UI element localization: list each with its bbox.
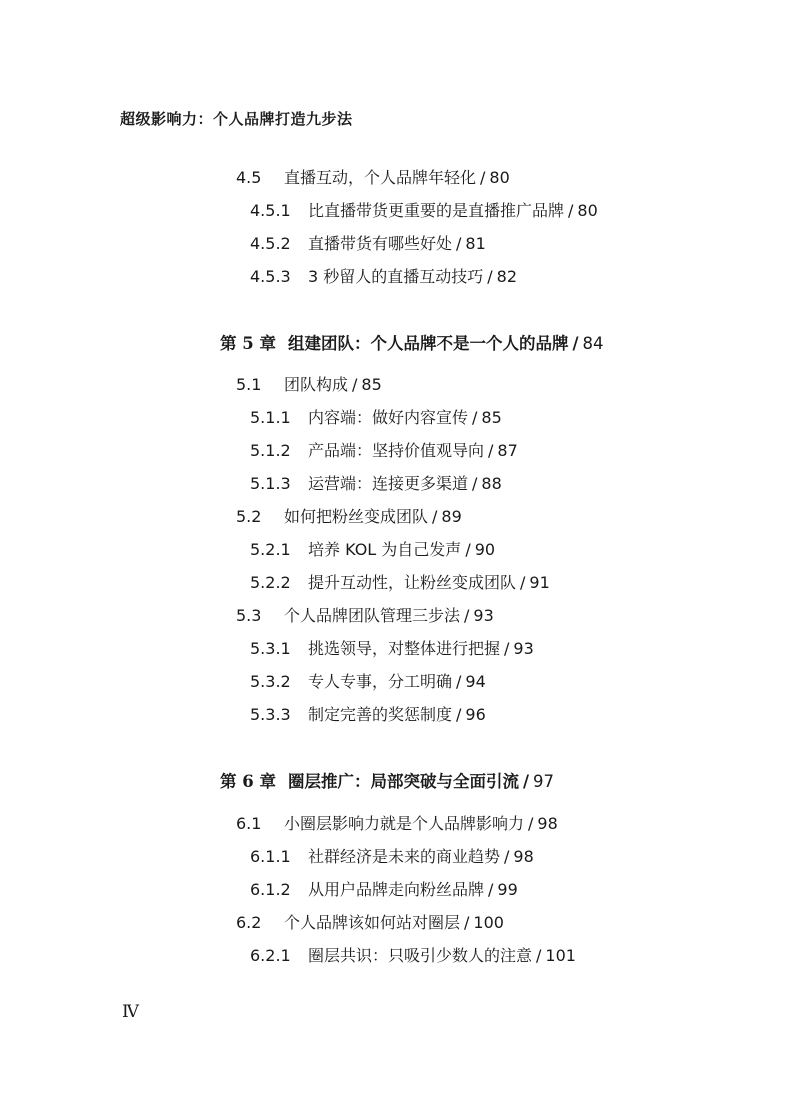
toc-entry-section: [236, 507, 462, 527]
toc-entry-subsection: [250, 639, 534, 659]
toc-entry-subsection: [250, 201, 598, 221]
toc-page-separator: /: [464, 913, 470, 932]
toc-entry-title: 直播带货有哪些好处: [308, 234, 453, 253]
toc-entry-page: 81: [465, 234, 486, 253]
toc-entry-number: 6.1.1: [250, 847, 291, 866]
toc-entry-number: 5.3.1: [250, 639, 291, 658]
toc-entry-subsection: [250, 474, 502, 494]
toc-page-separator: /: [472, 408, 478, 427]
toc-entry-page: 93: [473, 606, 494, 625]
toc-entry-page: 93: [513, 639, 534, 658]
toc-page-separator: /: [465, 540, 471, 559]
toc-entry-page: 100: [473, 913, 504, 932]
toc-entry-title: 小圈层影响力就是个人品牌影响力: [284, 814, 525, 833]
toc-entry-title: 如何把粉丝变成团队: [284, 507, 429, 526]
toc-entry-page: 97: [533, 772, 555, 791]
toc-entry-title: 运营端：连接更多渠道: [308, 474, 469, 493]
toc-entry-number: 4.5.3: [250, 267, 291, 286]
toc-entry-subsection: [250, 540, 495, 560]
toc-entry-page: 89: [441, 507, 462, 526]
toc-entry-number: 4.5: [236, 168, 262, 187]
toc-entry-subsection: [250, 705, 486, 725]
toc-chapter-number: 第 6 章: [220, 772, 276, 791]
toc-entry-title: 个人品牌团队管理三步法: [284, 606, 461, 625]
toc-entry-number: 5.1: [236, 375, 262, 394]
toc-page-separator: /: [504, 639, 510, 658]
toc-entry-subsection: [250, 441, 518, 461]
toc-entry-title: 从用户品牌走向粉丝品牌: [308, 880, 485, 899]
toc-entry-subsection: [250, 408, 502, 428]
toc-entry-subsection: [250, 946, 576, 966]
page-number-folio: Ⅳ: [122, 1002, 139, 1022]
toc-entry-chapter: [220, 334, 604, 354]
toc-entry-number: 6.2.1: [250, 946, 291, 965]
toc-entry-number: 6.1.2: [250, 880, 291, 899]
toc-page-separator: /: [456, 705, 462, 724]
toc-page-separator: /: [572, 334, 579, 353]
toc-chapter-title: 圈层推广：局部突破与全面引流: [288, 772, 519, 791]
toc-entry-number: 5.1.3: [250, 474, 291, 493]
toc-entry-subsection: [250, 573, 550, 593]
toc-entry-title: 比直播带货更重要的是直播推广品牌: [308, 201, 565, 220]
toc-entry-page: 85: [361, 375, 382, 394]
toc-entry-section: [236, 375, 382, 395]
toc-chapter-title: 组建团队：个人品牌不是一个人的品牌: [288, 334, 569, 353]
toc-chapter-number: 第 5 章: [220, 334, 276, 353]
toc-entry-page: 84: [582, 334, 604, 353]
toc-entry-page: 85: [481, 408, 502, 427]
toc-page-separator: /: [523, 772, 530, 791]
toc-entry-page: 80: [489, 168, 510, 187]
toc-entry-title: 挑选领导，对整体进行把握: [308, 639, 501, 658]
toc-entry-subsection: [250, 234, 486, 254]
toc-entry-number: 5.2.2: [250, 573, 291, 592]
toc-page-separator: /: [472, 474, 478, 493]
toc-entry-title: 个人品牌该如何站对圈层: [284, 913, 461, 932]
toc-page-separator: /: [536, 946, 542, 965]
toc-entry-page: 91: [529, 573, 550, 592]
toc-page-separator: /: [528, 814, 534, 833]
toc-entry-page: 82: [496, 267, 518, 286]
toc-entry-subsection: [250, 267, 517, 287]
toc-page-separator: /: [488, 441, 494, 460]
toc-entry-number: 5.3.2: [250, 672, 291, 691]
toc-entry-page: 87: [497, 441, 518, 460]
toc-entry-number: 6.2: [236, 913, 262, 932]
toc-entry-number: 5.1.2: [250, 441, 291, 460]
toc-entry-page: 96: [465, 705, 486, 724]
toc-entry-number: 4.5.1: [250, 201, 291, 220]
toc-page-separator: /: [464, 606, 470, 625]
toc-entry-section: [236, 814, 558, 834]
toc-page-separator: /: [568, 201, 574, 220]
toc-entry-page: 80: [577, 201, 598, 220]
toc-entry-page: 98: [513, 847, 534, 866]
toc-entry-page: 90: [474, 540, 496, 559]
toc-page-separator: /: [488, 880, 494, 899]
toc-entry-number: 6.1: [236, 814, 262, 833]
toc-entry-number: 5.1.1: [250, 408, 291, 427]
toc-entry-number: 5.2.1: [250, 540, 291, 559]
toc-entry-page: 88: [481, 474, 502, 493]
running-header-title: 超级影响力：个人品牌打造九步法: [120, 110, 353, 128]
toc-entry-title: 团队构成: [284, 375, 349, 394]
toc-page-separator: /: [432, 507, 438, 526]
toc-page-separator: /: [456, 234, 462, 253]
toc-entry-page: 98: [537, 814, 558, 833]
toc-page-separator: /: [352, 375, 358, 394]
toc-entry-title: 专人专事，分工明确: [308, 672, 453, 691]
toc-entry-title: 产品端：坚持价值观导向: [308, 441, 485, 460]
toc-entry-title: 直播互动，个人品牌年轻化: [284, 168, 477, 187]
toc-entry-title: 提升互动性，让粉丝变成团队: [308, 573, 517, 592]
toc-entry-section: [236, 913, 504, 933]
toc-entry-section: [236, 168, 510, 188]
toc-entry-title: 3 秒留人的直播互动技巧: [308, 267, 484, 286]
toc-entry-page: 99: [497, 880, 518, 899]
toc-entry-section: [236, 606, 494, 626]
toc-entry-number: 5.3.3: [250, 705, 291, 724]
toc-entry-subsection: [250, 672, 486, 692]
toc-entry-page: 101: [545, 946, 576, 965]
toc-entry-title: 培养 KOL 为自己发声: [308, 540, 462, 559]
toc-page-separator: /: [487, 267, 493, 286]
toc-page-separator: /: [456, 672, 462, 691]
toc-entry-title: 内容端：做好内容宣传: [308, 408, 469, 427]
toc-entry-number: 5.2: [236, 507, 262, 526]
toc-entry-number: 5.3: [236, 606, 262, 625]
toc-entry-title: 圈层共识：只吸引少数人的注意: [308, 946, 533, 965]
toc-page-separator: /: [520, 573, 526, 592]
toc-entry-number: 4.5.2: [250, 234, 291, 253]
toc-entry-page: 94: [465, 672, 486, 691]
toc-page-separator: /: [504, 847, 510, 866]
toc-entry-subsection: [250, 880, 518, 900]
toc-entry-title: 制定完善的奖惩制度: [308, 705, 453, 724]
toc-entry-title: 社群经济是未来的商业趋势: [308, 847, 501, 866]
toc-entry-subsection: [250, 847, 534, 867]
toc-entry-chapter: [220, 772, 554, 792]
toc-page-separator: /: [480, 168, 486, 187]
